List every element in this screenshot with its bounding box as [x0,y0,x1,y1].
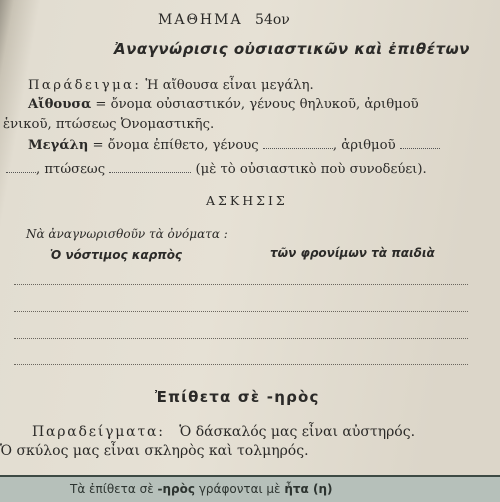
exercise-instruction: Νὰ ἀναγνωρισθοῦν τὰ ὀνόματα : [26,227,228,241]
answer-line[interactable] [14,284,468,285]
blank-number-cont[interactable] [6,162,36,173]
exercise-phrase-2: τῶν φρονίμων τὰ παιδιὰ [270,246,435,260]
blank-gender[interactable] [263,138,333,149]
noun-analysis-line [28,97,419,112]
rule-text [70,482,333,496]
rule-prefix: Τὰ ἐπίθετα σὲ [70,482,158,496]
example-sentence-1: Ὁ δάσκαλός μας εἶναι αὐστηρός. [179,424,416,440]
example-sentence-2: Ὁ σκύλος μας εἶναι σκληρὸς καὶ τολμηρός. [0,443,309,459]
example-line [28,78,314,93]
lesson-number: 54ον [255,12,290,28]
blank-number[interactable] [400,138,440,149]
noun-analysis-continuation: ἑνικοῦ, πτώσεως Ὀνομαστικῆς. [3,117,215,132]
example-label: Παράδειγμα: [28,78,142,93]
number-label: , ἀριθμοῦ [332,138,396,153]
lesson-header [158,12,290,28]
case-line [6,162,427,177]
noun-analysis: = ὄνομα οὐσιαστικόν, γένους θηλυκοῦ, ἀριθμοῦ [91,97,419,112]
examples-line-1 [32,424,415,440]
case-label: , πτώσεως [36,162,106,177]
section-heading-recognition: Ἀναγνώρισις οὐσιαστικῶν καὶ ἐπιθέτων [114,40,470,58]
rule-middle: γράφονται μὲ [195,482,285,496]
adjective-word: Μεγάλη [28,138,89,153]
section-heading-adjectives: Ἐπίθετα σὲ -ηρὸς [155,388,320,406]
lesson-title: ΜΑΘΗΜΑ [158,12,243,28]
case-note: (μὲ τὸ οὐσιαστικὸ ποὺ συνοδεύει). [191,162,427,177]
rule-suffix: -ηρὸς [157,482,195,496]
exercise-phrase-1: Ὁ νόστιμος καρπὸς [50,248,183,262]
rule-letter: ἦτα (η) [284,482,333,496]
example-sentence: Ἡ αἴθουσα εἶναι μεγάλη. [145,78,314,93]
blank-case[interactable] [109,162,191,173]
answer-line[interactable] [14,364,468,365]
answer-line[interactable] [14,311,468,312]
examples-label: Παραδείγματα: [32,424,165,440]
noun-word: Αἴθουσα [28,97,92,112]
exercise-heading: ΑΣΚΗΣΙΣ [206,193,288,208]
adjective-analysis: = ὄνομα ἐπίθετο, γένους [88,138,259,153]
adjective-analysis-line [28,138,440,153]
answer-line[interactable] [14,338,468,339]
